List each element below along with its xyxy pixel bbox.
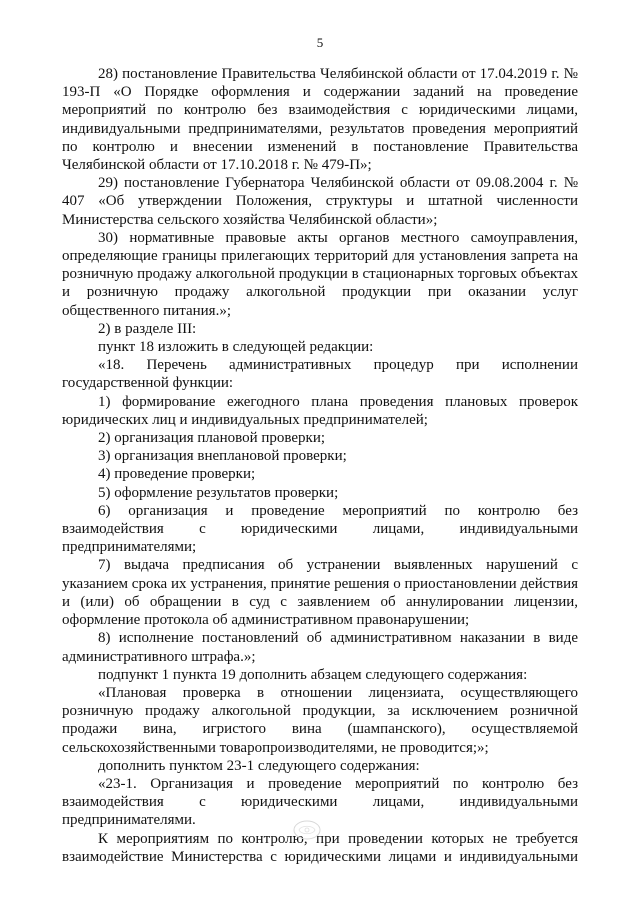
clause-19-instruction: подпункт 1 пункта 19 дополнить абзацем следующего содержания: [98, 666, 528, 683]
faint-stamp-caption [258, 848, 354, 856]
document-body [62, 65, 578, 866]
paragraph-28: 28) постановление Правительства Челябинской области от 17.04.2019 г. № 193-П «О Порядке оформления и содержании заданий на проведение мероприятий по контролю без взаимодействия с юридическими лицами, индивидуальными предпринимателями, результатов проведения мероприятий по контролю и внесении изменений в постановление Правительства Челябинской области от 17.10.2018 г. № 479-П»; [62, 66, 578, 174]
control-measures-paragraph: К мероприятиям по контролю, при проведении которых не требуется взаимодействие Министерства с юридическими лицами и индивидуальными [62, 830, 578, 865]
paragraph-30: 30) нормативные правовые акты органов местного самоуправления, определяющие границы прилегающих территорий для установления запрета на розничную продажу алкогольной продукции в стационарных торговых объектах и розничную продажу алкогольной продукции при оказании услуг общественного питания.»; [62, 229, 578, 319]
clause-18-instruction: пункт 18 изложить в следующей редакции: [98, 339, 374, 356]
page-number: 5 [316, 35, 324, 50]
procedure-item-5: 5) оформление результатов проверки; [98, 484, 339, 501]
procedure-item-8: 8) исполнение постановлений об административном наказании в виде административного штрафа.»; [62, 630, 578, 665]
procedure-item-3: 3) организация внеплановой проверки; [98, 448, 347, 465]
clause-23-1-instruction: дополнить пунктом 23-1 следующего содержания: [98, 757, 420, 774]
planned-inspection-paragraph: «Плановая проверка в отношении лицензиата, осуществляющего розничную продажу алкогольной продукции, за исключением розничной продажи вина, игристого вина (шампанского), осуществляемой сельскохозяйственными товаропроизводителями, не проводится;»; [62, 684, 578, 756]
procedure-item-7: 7) выдача предписания об устранении выявленных нарушений с указанием срока их устранения, принятие решения о приостановлении действия и (или) об обращении в суд с заявлением об аннулировании лицензии, оформление протокола об административном правонарушении; [62, 557, 578, 629]
clause-18-heading: «18. Перечень административных процедур при исполнении государственной функции: [62, 357, 578, 392]
clause-23-1-heading: «23-1. Организация и проведение мероприятий по контролю без взаимодействия с юридическими лицами, индивидуальными предпринимателями. [62, 775, 578, 829]
faint-stamp-mark [291, 818, 323, 842]
paragraph-29: 29) постановление Губернатора Челябинской области от 09.08.2004 г. № 407 «Об утверждении Положения, структуры и штатной численности Министерства сельского хозяйства Челябинской области»; [62, 175, 578, 228]
procedure-item-2: 2) организация плановой проверки; [98, 430, 326, 447]
section-iii-change: 2) в разделе III: [98, 320, 197, 337]
procedure-item-6: 6) организация и проведение мероприятий по контролю без взаимодействия с юридическими лицами, индивидуальными предпринимателями; [62, 502, 578, 556]
procedure-item-1: 1) формирование ежегодного плана проведения плановых проверок юридических лиц и индивидуальных предпринимателей; [62, 393, 578, 428]
procedure-item-4: 4) проведение проверки; [98, 466, 256, 483]
